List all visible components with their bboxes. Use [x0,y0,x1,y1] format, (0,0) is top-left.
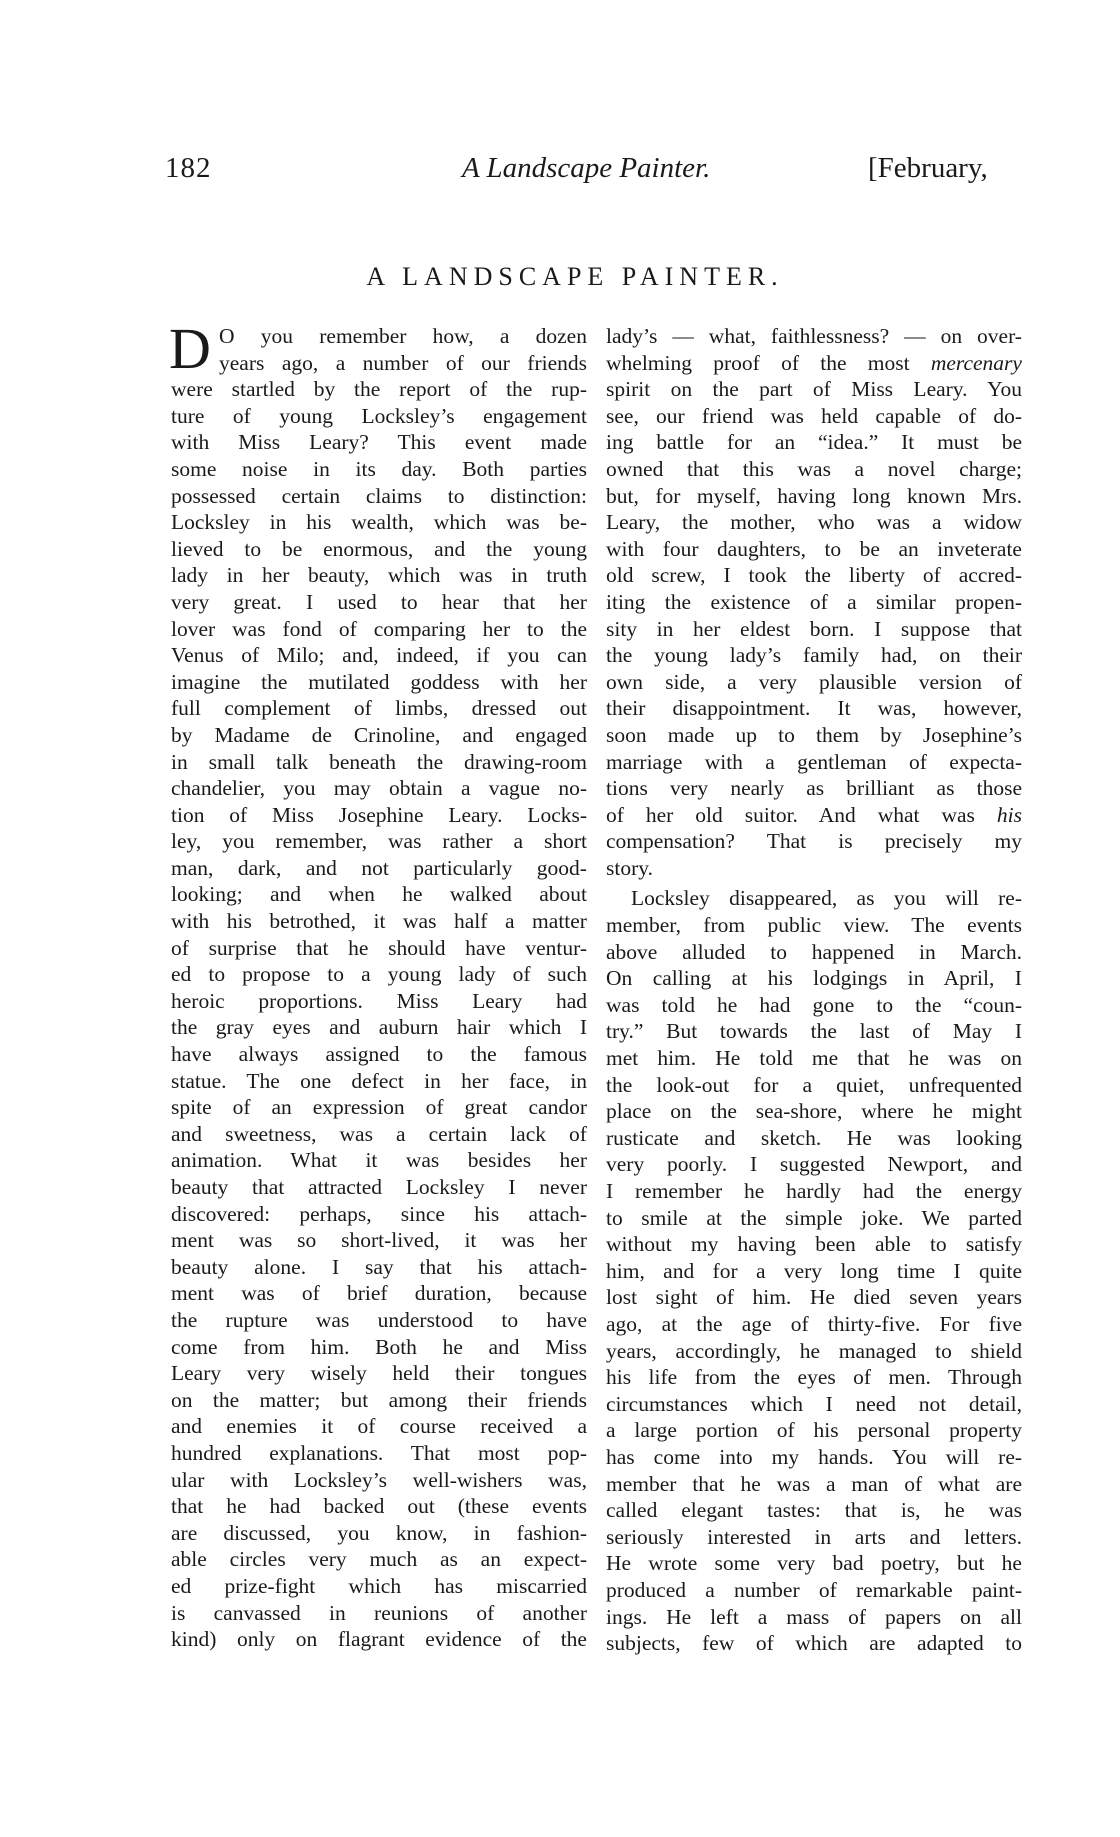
text-line: of her old suitor. And what was his [606,802,1022,827]
text-line: ed to propose to a young lady of such [171,962,588,987]
text-line: hundred explanations. That most pop- [171,1440,587,1465]
text-line: some noise in its day. Both parties [171,456,587,481]
text-line: looking; and when he walked about [171,882,588,907]
text-line: owned that this was a novel charge; [606,456,1022,481]
text-line: man, dark, and not particularly good- [171,855,587,880]
text-line: full complement of limbs, dressed out [171,696,587,721]
text-line: iting the existence of a similar propen- [606,589,1023,614]
text-line: met him. He told me that he was on [606,1046,1022,1071]
text-line: that he had backed out (these events [171,1494,587,1519]
text-line: ular with Locksley’s well-wishers was, [171,1467,587,1492]
text-line: ment was of brief duration, because [171,1281,588,1306]
text-line: old screw, I took the liberty of accred- [606,563,1022,588]
text-line: ley, you remember, was rather a short [171,829,587,854]
text-line: is canvassed in reunions of another [171,1600,588,1625]
text-line: to smile at the simple joke. We parted [606,1205,1022,1230]
text-line: member, from public view. The events [606,913,1022,938]
running-title: A Landscape Painter. [462,152,711,184]
text-line: lady’s — what, faithlessness? — on over- [606,324,1022,348]
text-line: compensation? That is precisely my [606,829,1023,854]
right-column [606,323,1022,1657]
left-column [169,316,588,1653]
text-line: lady in her beauty, which was in truth [171,563,588,588]
text-line: I remember he hardly had the energy [606,1179,1023,1203]
text-line: on the matter; but among their friends [171,1387,587,1412]
running-issue-month: [February, [868,152,988,184]
text-line: ture of young Locksley’s engagement [171,403,588,428]
text-line: see, our friend was held capable of do- [606,403,1022,428]
text-line: have always assigned to the famous [171,1042,587,1067]
page-number: 182 [165,152,212,184]
italic-word: his [996,802,1022,827]
text-line: and enemies it of course received a [171,1414,587,1439]
text-line: of surprise that he should have ventur- [171,935,588,960]
running-head [0,152,1120,192]
text-line: without my having been able to satisfy [606,1232,1022,1257]
text-line: D O you remember how, a dozen [169,316,587,381]
text-line: are discussed, you know, in fashion- [171,1520,587,1545]
text-line: lover was fond of comparing her to the [171,616,588,641]
text-line: On calling at his lodgings in April, I [606,966,1022,991]
text-line: whelming proof of the most mercenary [606,350,1022,375]
text-line: lieved to be enormous, and the young [171,536,587,561]
text-line: their disappointment. It was, however, [606,696,1023,721]
text-line: the rupture was understood to have [171,1307,588,1332]
text-line: He wrote some very bad poetry, but he [606,1551,1022,1576]
text-line: him, and for a very long time I quite [606,1258,1023,1283]
text-line: statue. The one defect in her face, in [171,1068,587,1093]
text-line: above alluded to happened in March. [606,939,1023,964]
text-line: come from him. Both he and Miss [171,1334,588,1359]
text-line: discovered: perhaps, since his attach- [171,1201,587,1226]
text-line: possessed certain claims to distinction: [171,483,587,508]
text-line: Leary very wisely held their tongues [171,1361,587,1386]
text-line: ings. He left a mass of papers on all [606,1604,1022,1629]
text-line: spirit on the part of Miss Leary. You [606,377,1023,402]
text-line: sity in her eldest born. I suppose that [606,616,1023,641]
text-line: spite of an expression of great candor [171,1095,587,1120]
italic-word: mercenary [930,350,1022,375]
text-line: subjects, few of which are adapted to [606,1631,1022,1656]
text-line: tion of Miss Josephine Leary. Locks- [171,802,588,827]
text-line: was told he had gone to the “coun- [606,992,1023,1017]
text-line: Locksley in his wealth, which was be- [171,510,587,535]
text-line: beauty alone. I say that his attach- [171,1254,588,1279]
text-line: were startled by the report of the rup- [171,377,587,402]
text-line: the gray eyes and auburn hair which I [171,1015,588,1040]
article-title: A LANDSCAPE PAINTER. [366,262,784,291]
text-line: very great. I used to hear that her [171,589,587,614]
text-line: but, for myself, having long known Mrs. [606,483,1023,508]
text-line: with his betrothed, it was half a matter [171,909,587,934]
text-line: lost sight of him. He died seven years [606,1285,1022,1310]
text-line: imagine the mutilated goddess with her [171,669,588,694]
text-line: years, accordingly, he managed to shield [606,1338,1022,1363]
text-line: in small talk beneath the drawing-room [171,749,587,774]
text-line: ing battle for an “idea.” It must be [606,430,1023,455]
text-line: by Madame de Crinoline, and engaged [171,722,587,747]
text-line: kind) only on flagrant evidence of the [171,1627,587,1652]
text-line: ment was so short-lived, it was her [171,1228,587,1253]
text-line: own side, a very plausible version of [606,669,1022,694]
text-line: with Miss Leary? This event made [171,430,587,455]
text-line: produced a number of remarkable paint- [606,1577,1022,1602]
text-line: story. [606,855,653,880]
text-line: Leary, the mother, who was a widow [606,510,1022,535]
text-line: seriously interested in arts and letters. [606,1524,1022,1549]
text-line: able circles very much as an expect- [171,1547,587,1572]
text-line: try.” But towards the last of May I [606,1019,1023,1044]
text-line: called elegant tastes: that is, he was [606,1498,1023,1523]
text-line: heroic proportions. Miss Leary had [171,988,588,1013]
text-line: the look-out for a quiet, unfrequented [606,1072,1022,1097]
text-line: member that he was a man of what are [606,1471,1022,1496]
text-line: soon made up to them by Josephine’s [606,722,1023,747]
text-line: with four daughters, to be an inveterate [606,536,1022,561]
text-line: rusticate and sketch. He was looking [606,1125,1022,1150]
text-line: has come into my hands. You will re- [606,1444,1023,1469]
text-line: marriage with a gentleman of expecta- [606,749,1022,774]
text-line: and sweetness, was a certain lack of [171,1121,587,1146]
text-line: Venus of Milo; and, indeed, if you can [171,643,588,668]
text-line: place on the sea-shore, where he might [606,1099,1022,1124]
text-line: circumstances which I need not detail, [606,1391,1022,1416]
text-line: years ago, a number of our friends [219,350,587,375]
text-line: his life from the eyes of men. Through [606,1365,1023,1390]
text-line: animation. What it was besides her [171,1148,587,1173]
text-line: beauty that attracted Locksley I never [171,1175,587,1199]
text-line: very poorly. I suggested Newport, and [606,1152,1022,1177]
text-line: the young lady’s family had, on their [606,643,1023,668]
drop-cap: D [169,316,211,381]
text-line: ago, at the age of thirty-five. For five [606,1311,1023,1336]
text-line: ed prize-fight which has miscarried [171,1573,587,1598]
text-line: tions very nearly as brilliant as those [606,776,1022,801]
text-line: a large portion of his personal property [606,1418,1022,1443]
text-line: Locksley disappeared, as you will re- [631,886,1022,911]
text-line: chandelier, you may obtain a vague no- [171,776,587,801]
